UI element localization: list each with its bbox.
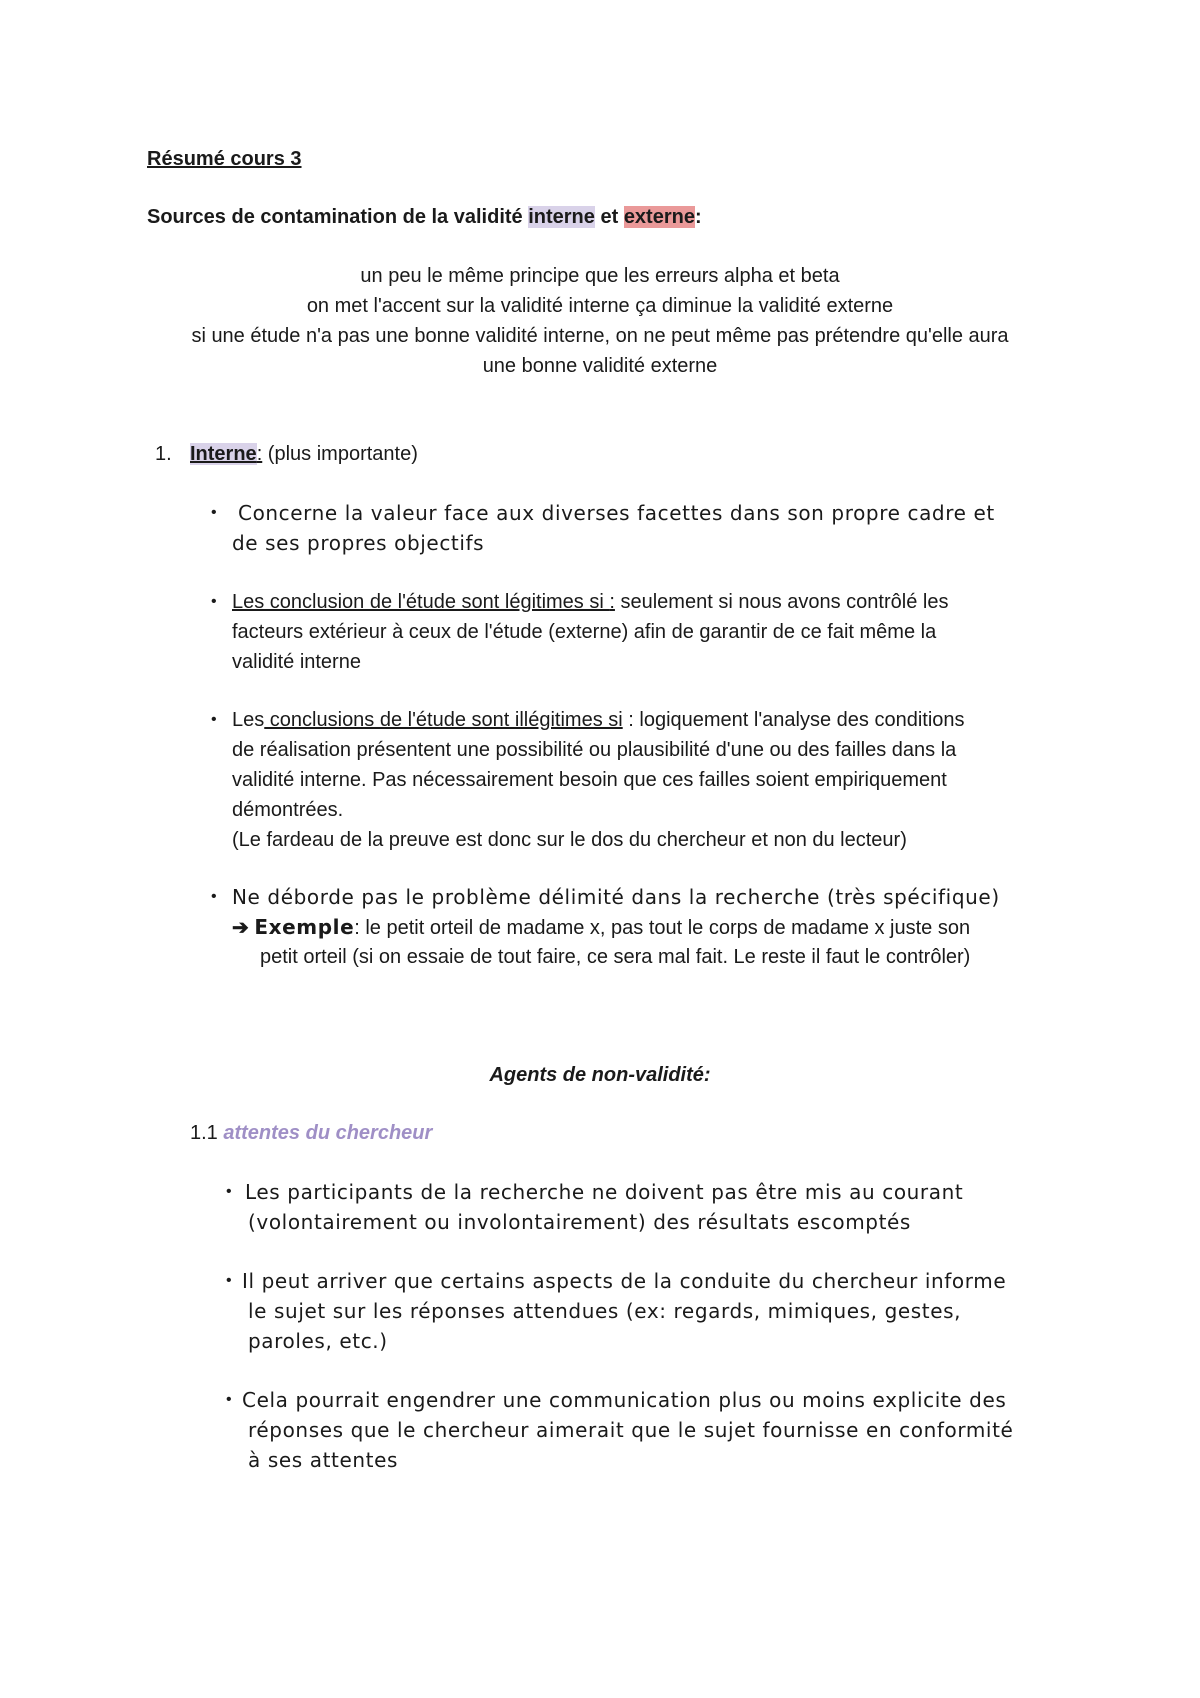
- interne-colon: :: [256, 443, 263, 465]
- example-line: [232, 915, 970, 940]
- example-line: petit orteil (si on essaie de tout faire, ce sera mal fait. Le reste il faut le contrôler): [260, 946, 971, 968]
- legitimes-underlined: Les conclusion de l'étude sont légitimes si: [232, 591, 610, 613]
- bullet-text: [232, 590, 948, 614]
- agents-heading: Agents de non-validité:: [489, 1064, 711, 1086]
- illegitimes-rest: : logiquement l'analyse des conditions: [622, 709, 965, 731]
- section-number: 1.: [155, 443, 172, 465]
- bullet-text: Concerne la valeur face aux diverses facettes dans son propre cadre et: [238, 501, 995, 525]
- bullet-text: Les participants de la recherche ne doivent pas être mis au courant: [245, 1180, 964, 1204]
- intro-line: une bonne validité externe: [482, 355, 718, 377]
- bullet-text: paroles, etc.): [248, 1329, 388, 1353]
- highlight-externe: externe: [623, 206, 695, 228]
- bullet-text: (Le fardeau de la preuve est donc sur le dos du chercheur et non du lecteur): [232, 829, 907, 851]
- section-interne-heading: [190, 442, 418, 466]
- bullet-text: réponses que le chercheur aimerait que le sujet fournisse en conformité: [248, 1418, 1014, 1442]
- bullet-text: de réalisation présentent une possibilité ou plausibilité d'une ou des failles dans la: [232, 739, 957, 761]
- bullet-icon: •: [226, 1183, 232, 1200]
- intro-line: un peu le même principe que les erreurs alpha et beta: [360, 265, 840, 287]
- bullet-text: (volontairement ou involontairement) des résultats escomptés: [248, 1210, 911, 1234]
- bullet-icon: •: [226, 1272, 232, 1289]
- interne-note: (plus importante): [262, 443, 418, 465]
- highlight-interne: interne: [528, 206, 595, 228]
- arrow-icon: ➔: [232, 917, 255, 939]
- example-label: Exemple: [254, 915, 355, 939]
- bullet-text: validité interne: [232, 651, 361, 673]
- interne-label: Interne: [190, 443, 257, 465]
- bullet-icon: •: [226, 1391, 232, 1408]
- illegitimes-underlined: conclusions de l'étude sont illégitimes si: [264, 709, 623, 731]
- bullet-icon: •: [211, 593, 217, 610]
- bullet-text: démontrées.: [232, 799, 344, 821]
- bullet-icon: •: [211, 888, 217, 905]
- bullet-icon: •: [211, 711, 217, 728]
- heading-text-middle: et: [594, 206, 624, 228]
- intro-line: on met l'accent sur la validité interne ça diminue la validité externe: [306, 295, 894, 317]
- heading-colon: :: [694, 206, 702, 228]
- bullet-text: Ne déborde pas le problème délimité dans la recherche (très spécifique): [232, 885, 1000, 909]
- intro-line: si une étude n'a pas une bonne validité interne, on ne peut même pas prétendre qu'elle aura: [191, 325, 1009, 347]
- bullet-text: facteurs extérieur à ceux de l'étude (externe) afin de garantir de ce fait même la: [232, 621, 937, 643]
- section-heading: [147, 205, 702, 229]
- bullet-icon: •: [211, 504, 217, 521]
- legitimes-rest: seulement si nous avons contrôlé les: [614, 591, 949, 613]
- subsection-number: 1.1: [190, 1122, 224, 1144]
- bullet-text: [232, 708, 965, 732]
- subsection-heading: [190, 1121, 432, 1145]
- subsection-label: attentes du chercheur: [223, 1122, 433, 1144]
- bullet-text: Il peut arriver que certains aspects de la conduite du chercheur informe: [242, 1269, 1007, 1293]
- bullet-text: le sujet sur les réponses attendues (ex: regards, mimiques, gestes,: [248, 1299, 962, 1323]
- bullet-text: à ses attentes: [248, 1448, 399, 1472]
- bullet-text: de ses propres objectifs: [232, 531, 485, 555]
- heading-text: Sources de contamination de la validité: [147, 206, 529, 228]
- illegitimes-lead: Les: [232, 709, 265, 731]
- bullet-text: validité interne. Pas nécessairement besoin que ces failles soient empiriquement: [232, 769, 947, 791]
- page-title: Résumé cours 3: [147, 148, 302, 170]
- example-text: : le petit orteil de madame x, pas tout le corps de madame x juste son: [354, 917, 971, 939]
- bullet-text: Cela pourrait engendrer une communication plus ou moins explicite des: [242, 1388, 1007, 1412]
- legitimes-colon: :: [609, 591, 615, 613]
